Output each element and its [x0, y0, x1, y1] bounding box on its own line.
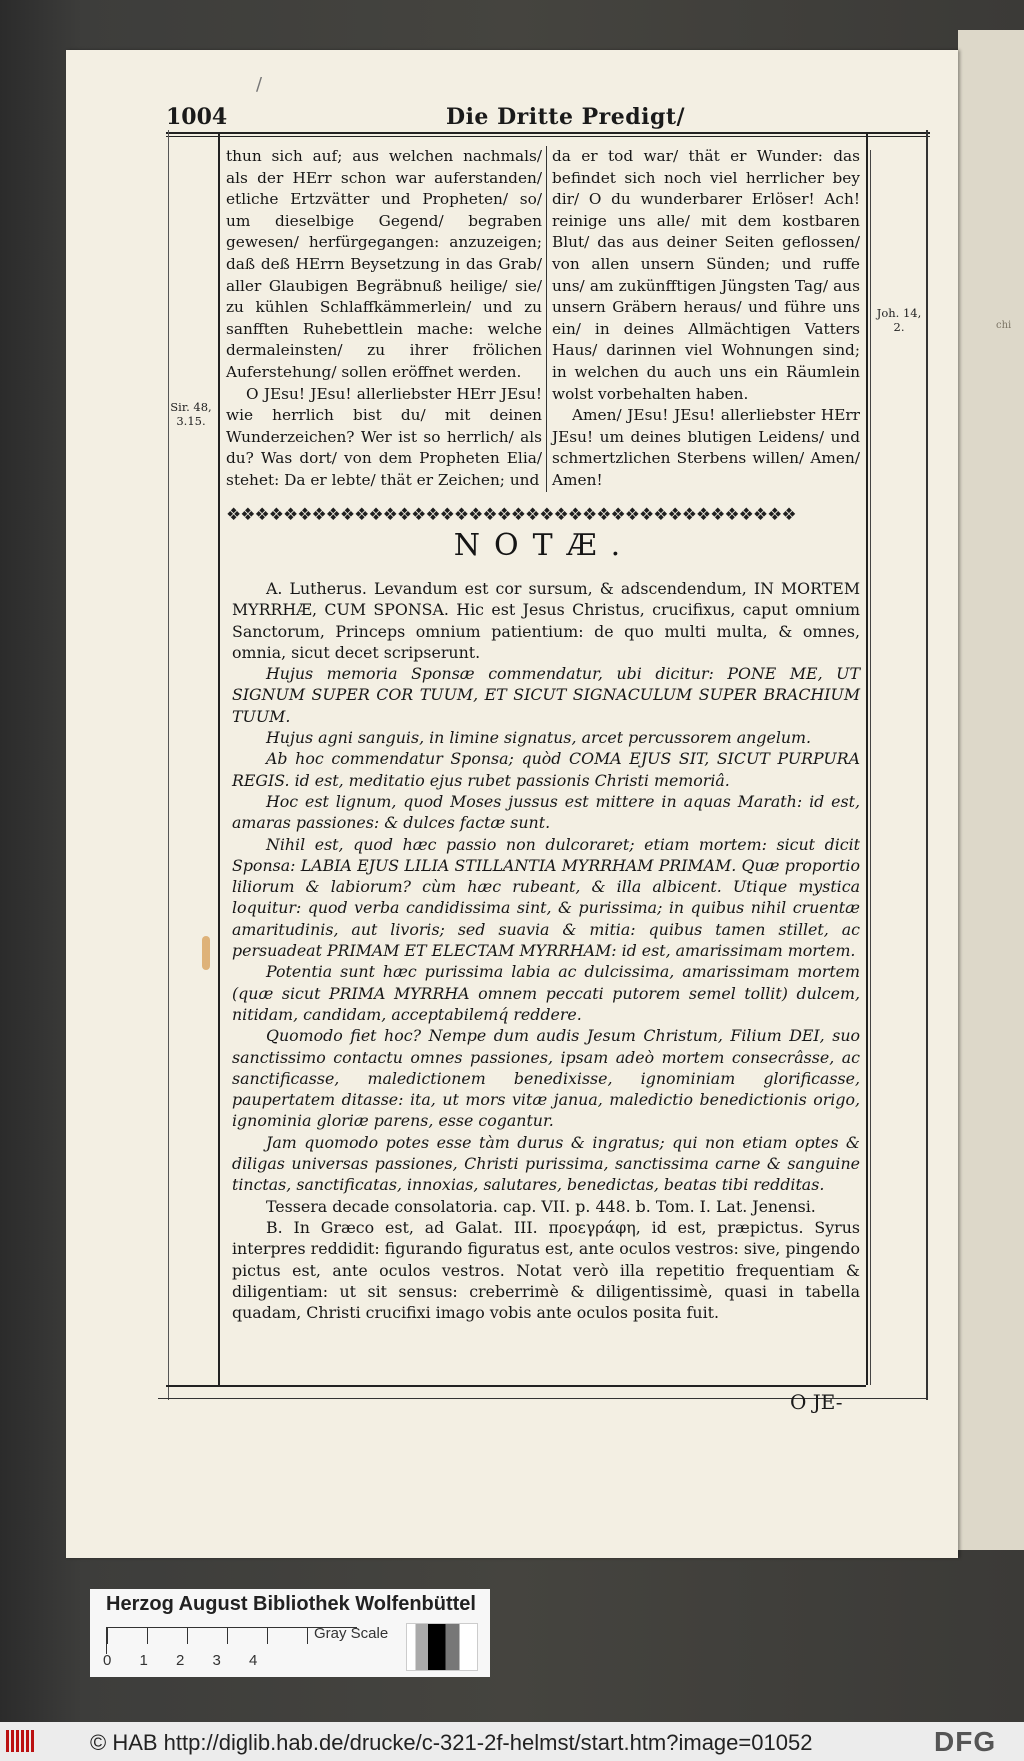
paragraph: thun sich auf; aus welchen nachmals/ als der HErr schon war auferstanden/ etliche Ertzvätter und Propheten/ so/ um dieselbige Gegend/ begraben gewesen/ herfürgegangen: anzuzeigen; daß deß HErrn Beysetzung in das Grab/ aller Glaubigen Begräbnuß heilige/ sie/ zu kühlen Schlaffkämmerlein/ und zu sanfften Ruhebettlein mache: welche dermaleinsten/ zu ihrer frölichen Auferstehung/ sollen eröffnet werden. [226, 147, 542, 381]
dfg-logo: DFG [934, 1726, 997, 1757]
ornament-band: ❖❖❖❖❖❖❖❖❖❖❖❖❖❖❖❖❖❖❖❖❖❖❖❖❖❖❖❖❖❖❖❖❖❖❖❖❖❖❖❖ [226, 505, 796, 525]
page-header [166, 104, 930, 134]
right-margin-rule [870, 150, 871, 1385]
paragraph: da er tod war/ thät er Wunder: das befindet sich noch viel herrlicher bey dir/ O du wunderbarer Erlöser! Ach! reinige uns alle/ mit dem kostbaren Blut/ das aus deiner Seiten geflossen/ von allen unsern Sünden; und ruffe uns/ am zukünfftigen Jüngsten Tag/ aus unsern Gräbern heraus/ und führe uns ein/ in deines Allmächtigen Vatters Haus/ darinnen viel Wohnungen sind; in welchen du auch uns ein Räumlein wolst vorbehalten haben. [552, 147, 860, 403]
page-number: 1004 [166, 104, 228, 130]
note-paragraph: B. In Græco est, ad Galat. III. προεγράφη, id est, præpictus. Syrus interpres reddidit: figurando figuratus est, ante oculos vestros: sive, pingendo pictus est, ante oculos vestros. Notat verò illa repetitio frequentiam & diligentiam: ut sit sensus: creberrimè & diligentissimè, quasi in tabella quadam, Christi crucifixi imago vobis ante oculos posita fuit. [232, 1217, 860, 1323]
left-margin-rule [168, 130, 169, 1400]
note-paragraph: Tessera decade consolatoria. cap. VII. p. 448. b. Tom. I. Lat. Jenensi. [266, 1196, 816, 1216]
sermon-column-right [552, 146, 860, 492]
notae-heading: NOTÆ. [453, 528, 635, 563]
facing-page-edge [958, 30, 1024, 1550]
margin-note-right: Joh. 14, 2. [876, 306, 922, 334]
margin-note-left: Sir. 48, 3.15. [170, 400, 212, 428]
note-paragraph: Jam quomodo potes esse tàm durus & ingratus; qui non etiam optes & diligas universas passiones, Christi purissima, sanctissima carne & sanguine tinctas, sanctificatas, innoxias, salutares, benedictas, beatas tibi redditas. [232, 1132, 860, 1195]
running-title: Die Dritte Predigt/ [446, 104, 686, 130]
gray-scale-swatch [406, 1623, 478, 1671]
note-paragraph: Hujus memoria Sponsæ commendatur, ubi dicitur: PONE ME, UT SIGNUM SUPER COR TUUM, ET SICUT SIGNACULUM SUPER BRACHIUM TUUM. [232, 664, 860, 726]
library-name: Herzog August Bibliothek Wolfenbüttel [106, 1593, 476, 1615]
sermon-column-left [226, 146, 542, 492]
note-paragraph: Potentia sunt hæc purissima labia ac dulcissima, amarissimam mortem (quæ sicut PRIMA MYRRHA omnem peccati putorem semel tollit) dulcem, nitidam, candidam, acceptabilemq́ reddere. [232, 962, 860, 1024]
paper-stain [202, 936, 210, 970]
library-color-target [90, 1589, 490, 1677]
note-paragraph: Quomodo fiet hoc? Nempe dum audis Jesum Christum, Filium DEI, suo sanctissimo contactu omnes passiones, ipsam adeò mortem consecrâsse, ac sanctificasse, maledictionem benedixisse, ignominiam glorificasse, paupertatem ditasse: ita, ut mors vitæ janua, maledictio benedictionis origo, ignominia gloriæ parens, esse cogantur. [232, 1026, 860, 1131]
footer-rule [166, 1385, 866, 1387]
footer-bar [0, 1722, 1024, 1761]
outer-margin-rule [926, 130, 928, 1400]
paragraph: O JEsu! JEsu! allerliebster HErr JEsu! wie herrlich bist du/ mit deinen Wunderzeichen? Wer ist so herrlich/ als du? Was dort/ von dem Propheten Elia/ stehet: Da er lebte/ thät er Zeichen; und [226, 384, 542, 489]
gray-scale-label: Gray Scale [314, 1625, 389, 1642]
catchword: O JE- [790, 1390, 843, 1414]
paragraph: Amen/ JEsu! JEsu! allerliebster HErr JEsu! um deines blutigen Leidens/ und schmertzlichen Sterbens willen/ Amen/ Amen! [552, 406, 860, 489]
note-paragraph: Hoc est lignum, quod Moses jussus est mittere in aquas Marath: id est, amaras passiones: & dulces factæ sunt. [232, 791, 860, 833]
scale-numbers: 0 1 2 3 4 [103, 1652, 258, 1669]
pencil-mark: / [256, 74, 263, 95]
hab-logo-icon [6, 1730, 48, 1754]
copyright-url[interactable]: © HAB http://diglib.hab.de/drucke/c-321-2f-helmst/start.htm?image=01052 [90, 1730, 813, 1755]
facing-page-margin-mark: chi [996, 320, 1012, 331]
note-paragraph: Nihil est, quod hæc passio non dulcoraret; etiam mortem: sicut dicit Sponsa: LABIA EJUS LILIA STILLANTIA MYRRHAM PRIMAM. Quæ proportio liliorum & labiorum? cùm hæc rubeant, & illa albicent. Utique mystica loquitur: quod verba candidissima sint, & purissima; in quibus nihil cruentæ amaritudinis, aut livoris; sed suavia & mitia: quibus tamen stillet, ac persuadeat PRIMAM ET ELECTAM MYRRHAM: id est, amarissimam mortem. [232, 834, 860, 961]
note-paragraph: Hujus agni sanguis, in limine signatus, arcet percussorem angelum. [266, 728, 812, 748]
note-paragraph: A. Lutherus. Levandum est cor sursum, & adscendendum, IN MORTEM MYRRHÆ, CUM SPONSA. Hic est Jesus Christus, crucifixus, caput omnium Sanctorum, Princeps omnium patientium: de quo multi multa, & omnes, omnia, sicut decet scripserunt. [232, 579, 860, 662]
notes-section [232, 578, 860, 1323]
note-paragraph: Ab hoc commendatur Sponsa; quòd COMA EJUS SIT, SICUT PURPURA REGIS. id est, meditatio ejus rubet passionis Christi memoriâ. [232, 749, 860, 790]
column-divider [546, 146, 547, 492]
